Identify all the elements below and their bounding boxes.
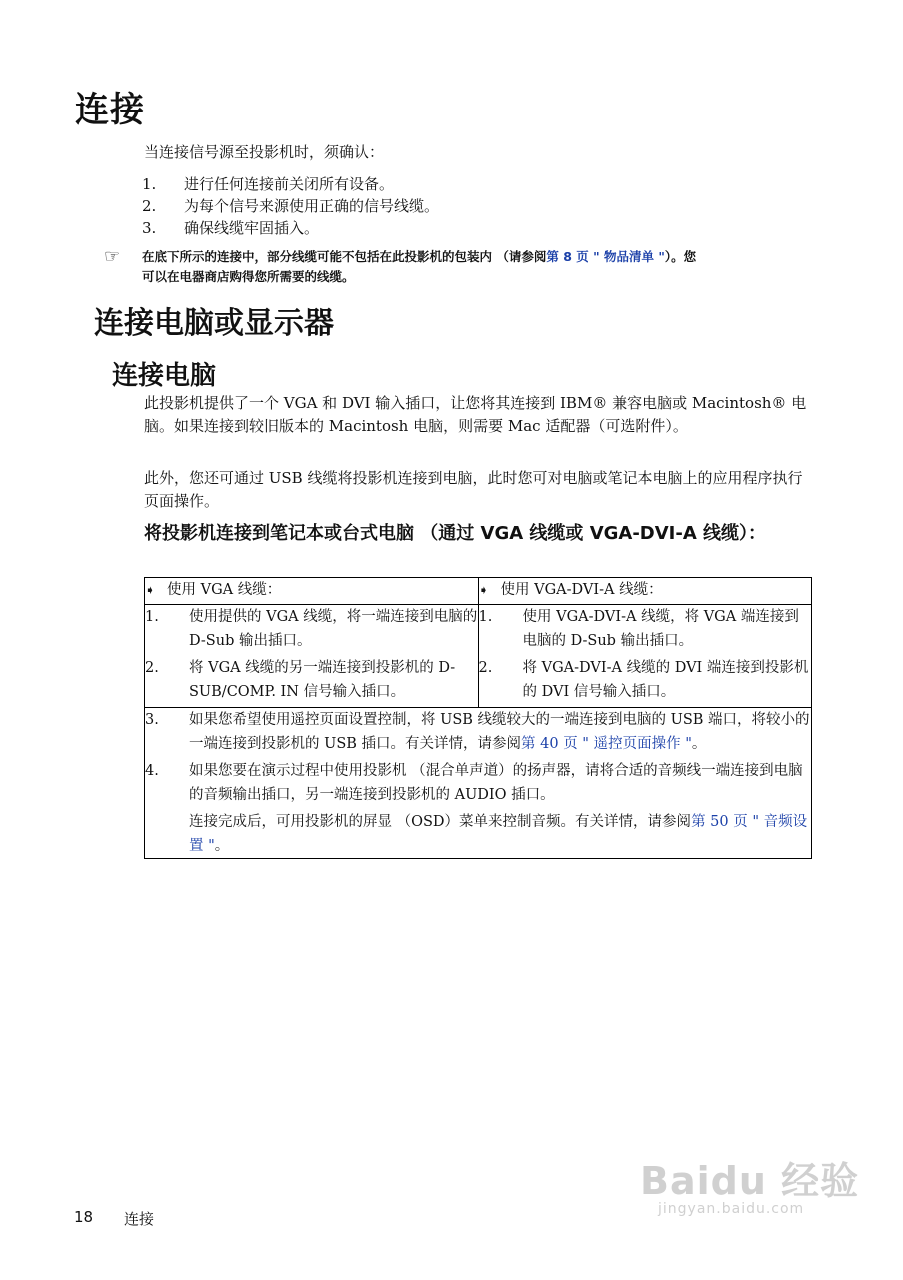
list-item: [479, 656, 812, 704]
arrow-bullet-icon: ➧: [145, 583, 156, 597]
step-text: 如果您要在演示过程中使用投影机 （混合单声道）的扬声器，请将合适的音频线一端连接到电脑的音频输出插口，另一端连接到投影机的 AUDIO 插口。: [189, 763, 803, 803]
header-label: 使用 VGA-DVI-A 线缆：: [500, 582, 663, 598]
list-item-text: 确保线缆牢固插入。: [184, 219, 320, 237]
table-header-row: [145, 578, 812, 605]
step-number: 2.: [478, 660, 493, 676]
connection-table: [144, 577, 812, 859]
watermark-brand: Baidu 经验: [640, 1159, 860, 1203]
header-label: 使用 VGA 线缆：: [167, 582, 282, 598]
page-title: 连接: [75, 90, 145, 130]
step-number: 2.: [145, 660, 159, 676]
list-item: [479, 605, 812, 653]
list-item: [145, 656, 478, 704]
note-text-after: ）。您: [664, 249, 697, 264]
vga-dvi-a-steps-cell: [478, 605, 812, 708]
note-text-line2: 可以在电器商店购得您所需要的线缆。: [142, 269, 355, 284]
common-steps-cell: [145, 708, 812, 859]
baidu-watermark: [640, 1150, 860, 1217]
table-header-vga: [145, 578, 479, 605]
list-item: [142, 195, 439, 217]
audio-note-end: 。: [214, 838, 230, 854]
table-row: [145, 605, 812, 708]
step-text: 将 VGA-DVI-A 线缆的 DVI 端连接到投影机的 DVI 信号输入插口。: [522, 660, 809, 700]
list-item: [145, 759, 811, 807]
paragraph-vga-dvi: 此投影机提供了一个 VGA 和 DVI 输入插口，让您将其连接到 IBM® 兼容电脑或 Macintosh® 电脑。如果连接到较旧版本的 Macintosh 电脑，则需要 Mac 适配器（可选附件）。: [144, 394, 807, 435]
list-item: [145, 605, 478, 653]
procedure-title: 将投影机连接到笔记本或台式电脑 （通过 VGA 线缆或 VGA-DVI-A 线缆）：: [144, 523, 767, 544]
list-item-text: 为每个信号来源使用正确的信号线缆。: [184, 197, 440, 215]
note-text: 在底下所示的连接中，部分线缆可能不包括在此投影机的包装内 （请参阅: [142, 249, 547, 264]
audio-note-text: 连接完成后，可用投影机的屏显 （OSD）菜单来控制音频。有关详情，请参阅: [189, 814, 692, 830]
table-header-vga-dvi-a: [478, 578, 812, 605]
step-text: 使用提供的 VGA 线缆，将一端连接到电脑的 D-Sub 输出插口。: [189, 609, 478, 649]
remote-paging-link[interactable]: 第 40 页 " 遥控页面操作 ": [521, 736, 692, 752]
watermark-url: jingyan.baidu.com: [658, 1201, 805, 1217]
precaution-list: [142, 173, 439, 239]
step-number: 1.: [478, 609, 493, 625]
list-item-number: 2.: [142, 197, 157, 215]
footer-section: 连接: [124, 1210, 155, 1228]
audio-note: [145, 810, 811, 858]
list-item: [145, 708, 811, 756]
list-item: [142, 173, 439, 195]
step-text: 如果您希望使用遥控页面设置控制，将 USB 线缆较大的一端连接到电脑的 USB 端口，将较小的一端连接到投影机的 USB 插口。有关详情，请参阅: [189, 712, 810, 752]
step-text: 使用 VGA-DVI-A 线缆，将 VGA 端连接到电脑的 D-Sub 输出插口。: [522, 609, 799, 649]
note-box: [104, 247, 804, 287]
list-item-text: 进行任何连接前关闭所有设备。: [184, 175, 395, 193]
step-text-end: 。: [691, 736, 707, 752]
list-item: [142, 217, 439, 239]
subsection-title: 连接电脑: [112, 361, 217, 391]
list-item-number: 1.: [142, 175, 157, 193]
pointing-hand-icon: ☞: [104, 246, 121, 267]
arrow-bullet-icon: ➧: [478, 583, 489, 597]
page-number: 18: [74, 1208, 94, 1226]
intro-text: 当连接信号源至投影机时，须确认：: [144, 143, 385, 161]
section-title: 连接电脑或显示器: [94, 306, 334, 341]
list-item-number: 3.: [142, 219, 157, 237]
item-list-link[interactable]: 第 8 页 " 物品清单 ": [546, 249, 665, 264]
step-number: 3.: [145, 712, 159, 728]
step-number: 1.: [145, 609, 159, 625]
table-row: [145, 708, 812, 859]
step-number: 4.: [145, 763, 159, 779]
step-text: 将 VGA 线缆的另一端连接到投影机的 D-SUB/COMP. IN 信号输入插口。: [189, 660, 456, 700]
audio-settings-link[interactable]: 第 50 页 " 音频设置 ": [189, 814, 808, 854]
vga-steps-cell: [145, 605, 479, 708]
paragraph-usb: 此外，您还可通过 USB 线缆将投影机连接到电脑，此时您可对电脑或笔记本电脑上的应用程序执行页面操作。: [144, 469, 803, 510]
